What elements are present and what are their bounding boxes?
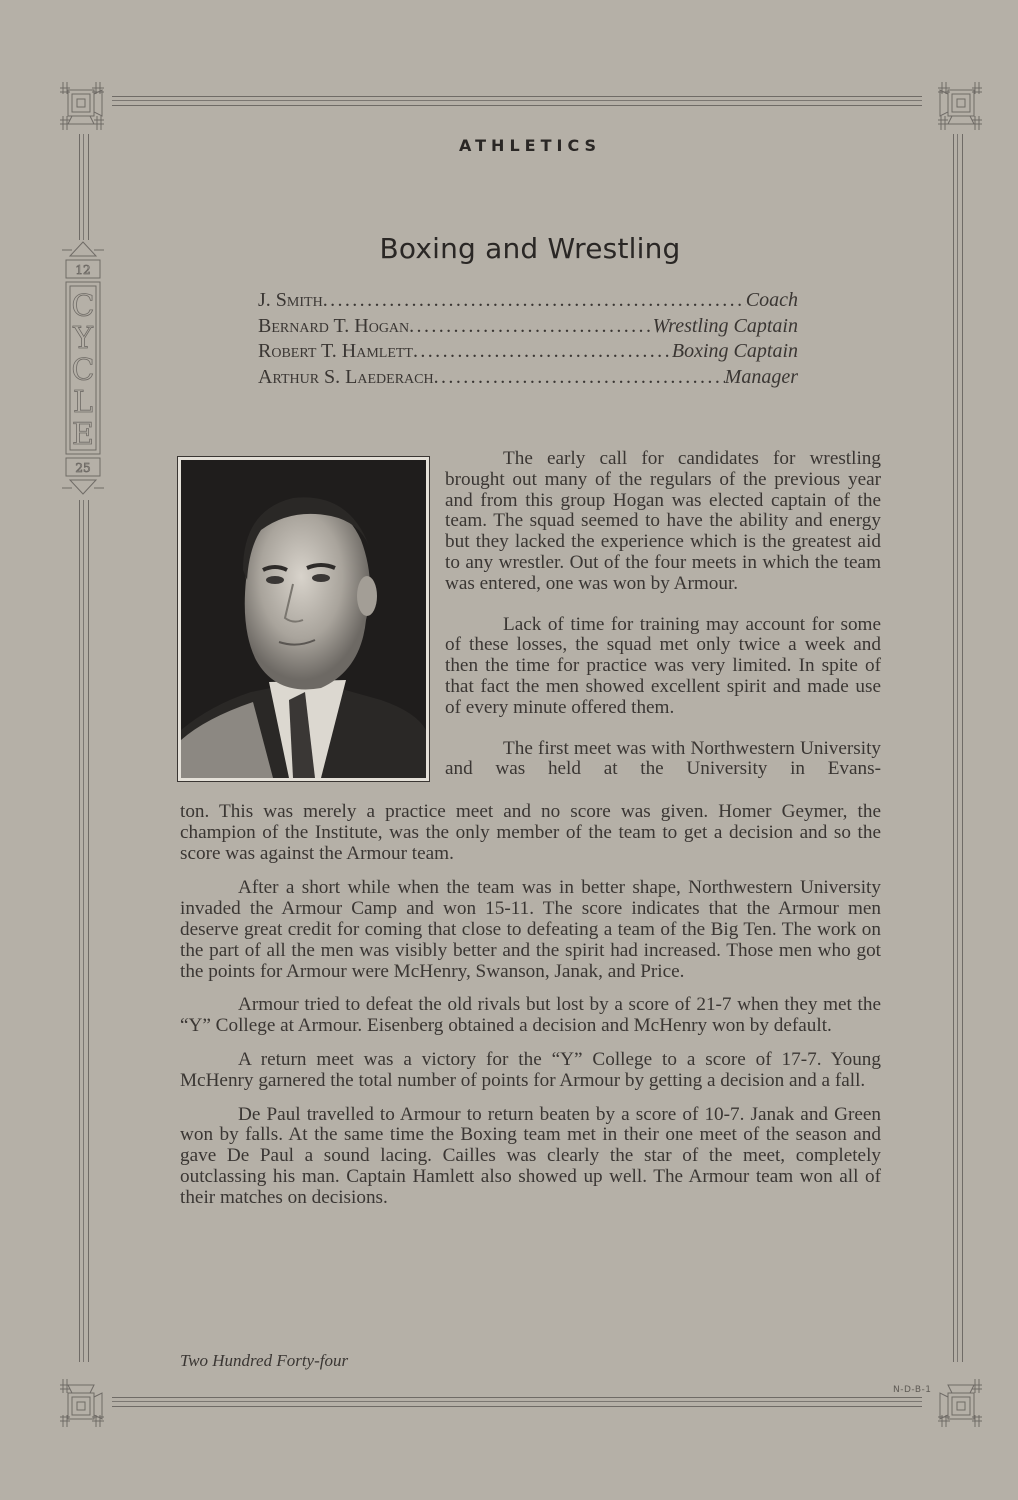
side-panel-letter-2: Y bbox=[73, 321, 93, 356]
leader-dots bbox=[413, 339, 672, 365]
staff-roster bbox=[258, 288, 798, 390]
section-header: ATHLETICS bbox=[459, 136, 601, 155]
corner-ornament-top-left bbox=[58, 80, 112, 134]
top-border-rule bbox=[112, 96, 922, 106]
side-panel-letter-3: C bbox=[71, 353, 95, 388]
paragraph-5: Armour tried to defeat the old rivals but lost by a score of 21-7 when they met the “Y” College at Armour. Eisenberg obtained a decision and McHenry won by default. bbox=[180, 994, 881, 1037]
paragraph-3-continued: ton. This was merely a practice meet and no score was given. Homer Geymer, the champion of the Institute, was the only member of the team to get a decision and so the score was against the Armour team. bbox=[180, 801, 881, 864]
staff-row-coach bbox=[258, 288, 798, 314]
portrait-image bbox=[181, 460, 426, 778]
bottom-border-rule bbox=[112, 1397, 922, 1407]
page-title: Boxing and Wrestling bbox=[379, 232, 681, 265]
side-panel-top-year: 12 bbox=[75, 263, 91, 277]
article-column-full bbox=[180, 802, 881, 1221]
staff-row-wrestling-captain bbox=[258, 314, 798, 340]
paragraph-6: A return meet was a victory for the “Y” College to a score of 17-7. Young McHenry garnered the total number of points for Armour by getting a decision and a fall. bbox=[180, 1048, 881, 1091]
side-panel-letter-1: C bbox=[71, 289, 95, 324]
staff-row-boxing-captain bbox=[258, 339, 798, 365]
side-panel-letter-5: E bbox=[72, 417, 94, 452]
staff-role: Manager bbox=[724, 365, 798, 388]
artist-signature: N-D-B-1 bbox=[893, 1385, 932, 1395]
paragraph-2: Lack of time for training may account for some of these losses, the squad met only twice a week and then the time for practice was very limited. In spite of that fact the men showed excellent spirit and made use of every minute offered them. bbox=[445, 613, 881, 718]
left-border-rule-lower bbox=[79, 500, 89, 1362]
paragraph-1: The early call for candidates for wrestling brought out many of the regulars of the previous year and from this group Hogan was elected captain of the team. The squad seemed to have the ability and energy but they lacked the experience which is the greatest aid to any wrestler. Out of the four meets in which the team was entered, one was won by Armour. bbox=[445, 448, 881, 594]
portrait-photo bbox=[177, 456, 430, 782]
leader-dots bbox=[434, 365, 725, 391]
paragraph-7: De Paul travelled to Armour to return beaten by a score of 10-7. Janak and Green won by falls. At the same time the Boxing team met in their one meet of the season and gave De Paul a sound lacing. Cailles was clearly the star of the meet, completely outclassing his man. Captain Hamlett also showed up well. The Armour team won all of their matches on decisions. bbox=[180, 1103, 881, 1208]
corner-ornament-top-right bbox=[930, 80, 984, 134]
leader-dots bbox=[409, 314, 652, 340]
corner-ornament-bottom-left bbox=[58, 1375, 112, 1429]
portrait-illustration bbox=[181, 460, 426, 778]
staff-role: Coach bbox=[745, 289, 798, 311]
side-panel-letter-4: L bbox=[73, 385, 93, 420]
right-border-rule bbox=[953, 134, 963, 1362]
paragraph-3-start: The first meet was with Northwestern University and was held at the University in Evans- bbox=[445, 737, 881, 780]
staff-row-manager bbox=[258, 365, 798, 391]
corner-ornament-bottom-right bbox=[930, 1375, 984, 1429]
staff-name: Arthur S. Laederach bbox=[258, 365, 434, 388]
side-ornament-panel bbox=[60, 240, 106, 500]
staff-role: Boxing Captain bbox=[671, 340, 798, 362]
leader-dots bbox=[323, 288, 746, 314]
paragraph-4: After a short while when the team was in better shape, Northwestern University invaded the Armour Camp and won 15-11. The score indicates that the Armour men deserve great credit for coming that close to defeating a team of the Big Ten. The work on the part of all the men was visibly better and the spirit had increased. Those men who got the points for Armour were McHenry, Swanson, Janak, and Price. bbox=[180, 877, 881, 982]
article-column-beside-photo bbox=[445, 449, 881, 780]
staff-name: Bernard T. Hogan bbox=[258, 314, 410, 337]
side-panel-bottom-year: 25 bbox=[75, 461, 91, 475]
staff-role: Wrestling Captain bbox=[652, 314, 798, 337]
staff-name: J. Smith bbox=[258, 289, 323, 311]
staff-name: Robert T. Hamlett bbox=[258, 340, 413, 362]
page-number: Two Hundred Forty-four bbox=[180, 1351, 349, 1370]
